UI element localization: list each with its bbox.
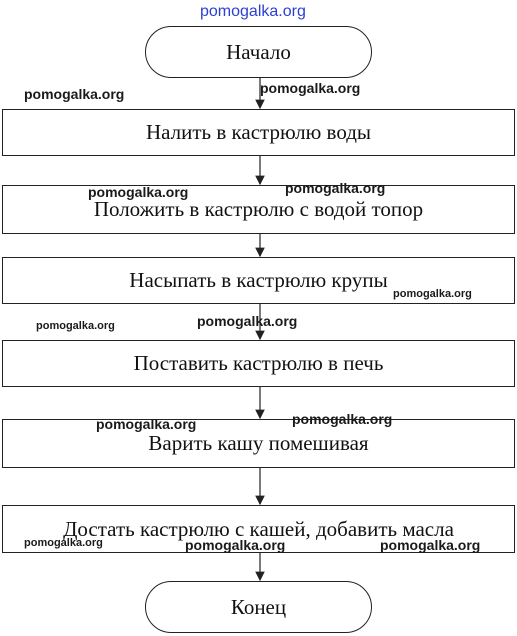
watermark: pomogalka.org <box>88 184 189 200</box>
step-4-box <box>2 340 515 387</box>
end-label: Конец <box>230 594 287 619</box>
watermark: pomogalka.org <box>393 288 472 300</box>
watermark: pomogalka.org <box>36 320 115 332</box>
step-1-label: Налить в кастрюлю воды <box>145 120 372 144</box>
watermark: pomogalka.org <box>292 411 393 427</box>
step-2-label: Положить в кастрюлю с водой топор <box>93 197 424 221</box>
end-terminal <box>145 581 372 633</box>
watermark: pomogalka.org <box>185 537 286 553</box>
watermark: pomogalka.org <box>96 416 197 432</box>
step-4-label: Поставить кастрюлю в печь <box>133 351 384 375</box>
step-5-label: Варить кашу помешивая <box>148 431 369 455</box>
step-2-box <box>2 185 515 234</box>
step-6-label: Достать кастрюлю с кашей, добавить масла <box>63 516 454 541</box>
watermark: pomogalka.org <box>285 180 386 196</box>
step-1-box <box>2 109 515 156</box>
watermark: pomogalka.org <box>24 537 103 549</box>
start-terminal <box>145 26 372 78</box>
watermark: pomogalka.org <box>197 313 298 329</box>
step-3-label: Насыпать в кастрюлю крупы <box>129 268 388 292</box>
watermark: pomogalka.org <box>24 86 125 102</box>
watermark: pomogalka.org <box>260 80 361 96</box>
step-5-box <box>2 419 515 468</box>
watermark: pomogalka.org <box>380 537 481 553</box>
start-label: Начало <box>226 39 291 64</box>
watermark-top: pomogalka.org <box>200 3 306 20</box>
